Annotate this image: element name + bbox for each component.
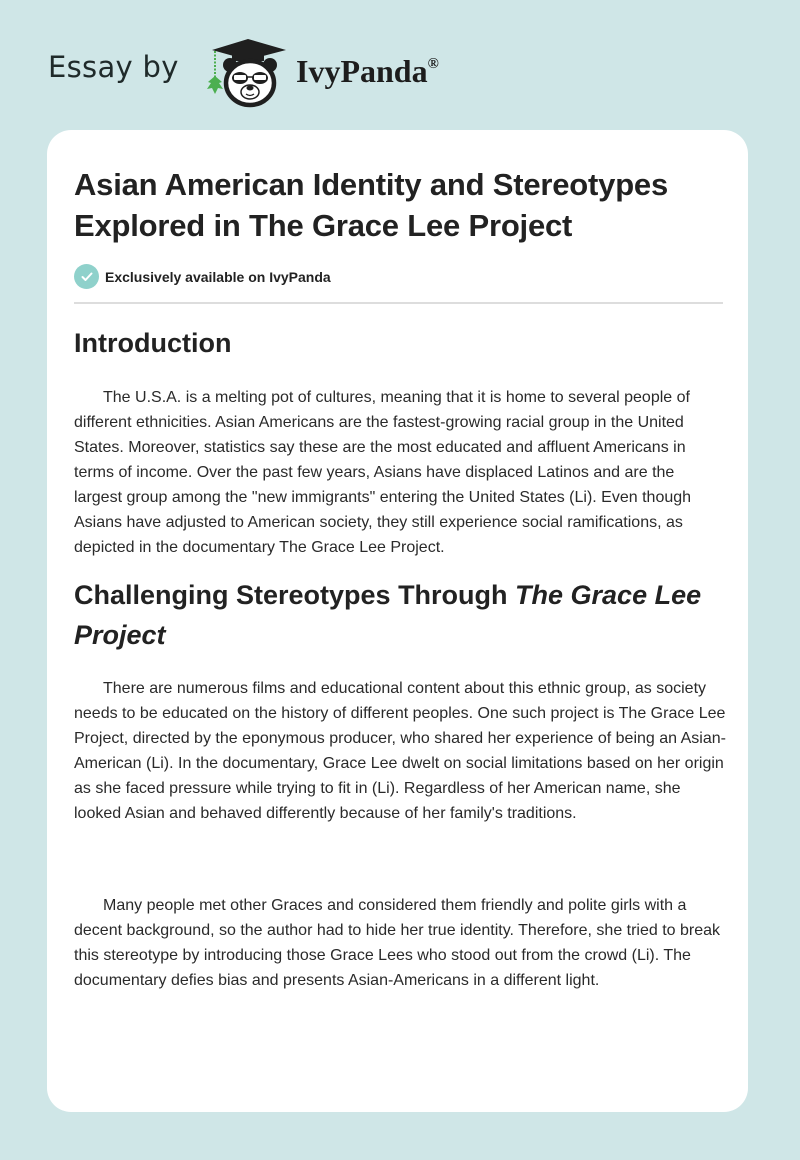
check-circle-icon [74, 264, 99, 289]
brand-name[interactable] [296, 53, 439, 90]
exclusive-badge [74, 264, 331, 289]
site-header [0, 0, 800, 130]
paragraph: Many people met other Graces and considered them friendly and polite girls with a decent background, so the author had to hide her true identity. Therefore, she tried to break this stereotype by introducing those Grace Lees who stood out from the crowd (Li). The documentary defies bias and presents Asian-Americans in a different light. [74, 897, 721, 989]
page-title: Asian American Identity and Stereotypes Explored in The Grace Lee Project [74, 167, 669, 243]
divider [74, 302, 723, 304]
brand-text: IvyPanda [296, 53, 428, 89]
section-heading-challenging-stereotypes [74, 575, 724, 655]
registered-mark: ® [427, 56, 439, 73]
badge-text: Exclusively available on IvyPanda [105, 268, 331, 285]
essay-by-label: Essay by [48, 50, 179, 84]
essay-card [47, 130, 748, 1112]
heading-plain-text: Challenging Stereotypes Through [74, 580, 516, 610]
heading-italic-text: The Grace Lee Project [74, 580, 702, 650]
paragraph: There are numerous films and educational content about this ethnic group, as society needs to be educated on the history of different peoples. One such project is The Grace Lee Project, directed by the eponymous producer, who shared her experience of being an Asian-American (Li). In the documentary, Grace Lee dwelt on social limitations based on her origin as she faced pressure while trying to fit in (Li). Regardless of her American name, she looked Asian and behaved differently because of her family's traditions. [74, 680, 726, 822]
paragraph: The U.S.A. is a melting pot of cultures, meaning that it is home to several people of different ethnicities. Asian Americans are the fastest-growing racial group in the United States. Moreover, statistics say these are the most educated and affluent Americans in terms of income. Over the past few years, Asians have displaced Latinos and are the largest group among the "new immigrants" entering the United States (Li). Even though Asians have adjusted to American society, they still experience social ramifications, as depicted in the documentary The Grace Lee Project. [74, 389, 692, 556]
section-heading-introduction: Introduction [74, 328, 232, 358]
panda-graduation-cap-icon[interactable] [200, 36, 292, 108]
